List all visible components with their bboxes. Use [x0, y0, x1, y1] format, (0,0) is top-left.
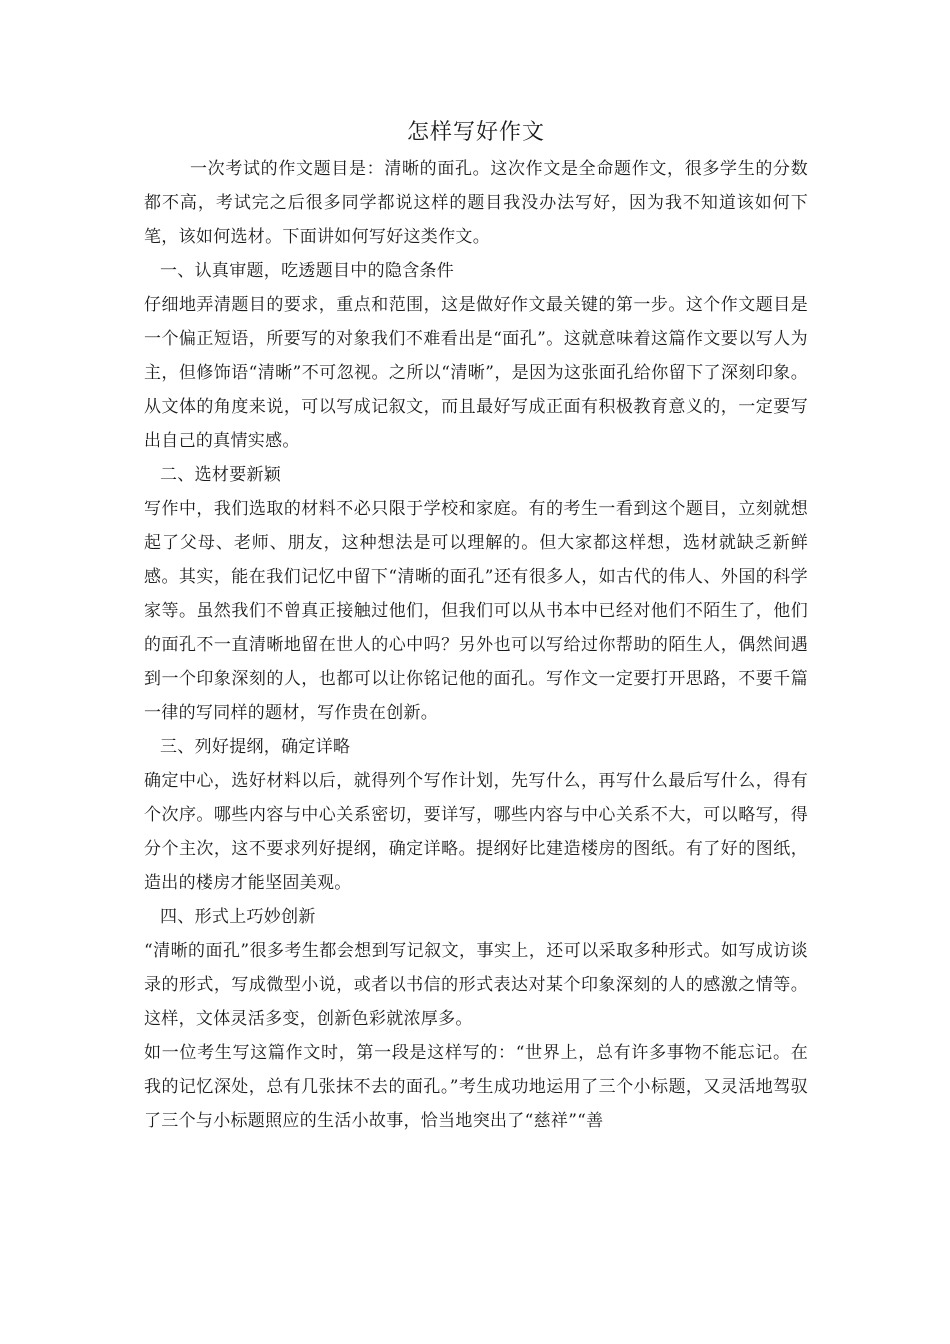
- section-4-paragraph-2: 如一位考生写这篇作文时，第一段是这样写的：“世界上，总有许多事物不能忘记。在我的记忆深处，总有几张抹不去的面孔。”考生成功地运用了三个小标题，又灵活地驾驭了三个与小标题照应的生活小故事，恰当地突出了“慈祥”“善: [144, 1043, 808, 1131]
- section-2-heading: 二、选材要新颖: [160, 465, 282, 485]
- section-3-paragraph-1: 确定中心，选好材料以后，就得列个写作计划，先写什么，再写什么最后写什么，得有个次序。哪些内容与中心关系密切，要详写，哪些内容与中心关系不大，可以略写，得分个主次，这不要求列好提纲，确定详略。提纲好比建造楼房的图纸。有了好的图纸，造出的楼房才能坚固美观。: [144, 771, 808, 893]
- section-3-heading: 三、列好提纲，确定详略: [160, 737, 351, 757]
- section-1-heading: 一、认真审题，吃透题目中的隐含条件: [160, 261, 455, 281]
- section-4-paragraph-1: “清晰的面孔”很多考生都会想到写记叙文，事实上，还可以采取多种形式。如写成访谈录的形式，写成微型小说，或者以书信的形式表达对某个印象深刻的人的感激之情等。这样，文体灵活多变，创新色彩就浓厚多。: [144, 941, 808, 1029]
- section-4-heading: 四、形式上巧妙创新: [160, 907, 316, 927]
- intro-paragraph: 一次考试的作文题目是：清晰的面孔。这次作文是全命题作文，很多学生的分数都不高，考试完之后很多同学都说这样的题目我没办法写好，因为我不知道该如何下笔，该如何选材。下面讲如何写好这类作文。: [144, 159, 808, 247]
- section-1-paragraph-1: 仔细地弄清题目的要求，重点和范围，这是做好作文最关键的第一步。这个作文题目是一个偏正短语，所要写的对象我们不难看出是“面孔”。这就意味着这篇作文要以写人为主，但修饰语“清晰”不可忽视。之所以“清晰”，是因为这张面孔给你留下了深刻印象。从文体的角度来说，可以写成记叙文，而且最好写成正面有积极教育意义的，一定要写出自己的真情实感。: [144, 295, 808, 451]
- document-title: 怎样写好作文: [406, 120, 545, 145]
- section-4: [144, 900, 808, 1138]
- document-body: [144, 118, 808, 1138]
- section-1: [144, 254, 808, 458]
- section-3: [144, 730, 808, 900]
- section-2: [144, 458, 808, 730]
- section-2-paragraph-1: 写作中，我们选取的材料不必只限于学校和家庭。有的考生一看到这个题目，立刻就想起了父母、老师、朋友，这种想法是可以理解的。但大家都这样想，选材就缺乏新鲜感。其实，能在我们记忆中留下“清晰的面孔”还有很多人，如古代的伟人、外国的科学家等。虽然我们不曾真正接触过他们，但我们可以从书本中已经对他们不陌生了，他们的面孔不一直清晰地留在世人的心中吗？另外也可以写给过你帮助的陌生人，偶然间遇到一个印象深刻的人，也都可以让你铭记他的面孔。写作文一定要打开思路，不要千篇一律的写同样的题材，写作贵在创新。: [144, 499, 808, 723]
